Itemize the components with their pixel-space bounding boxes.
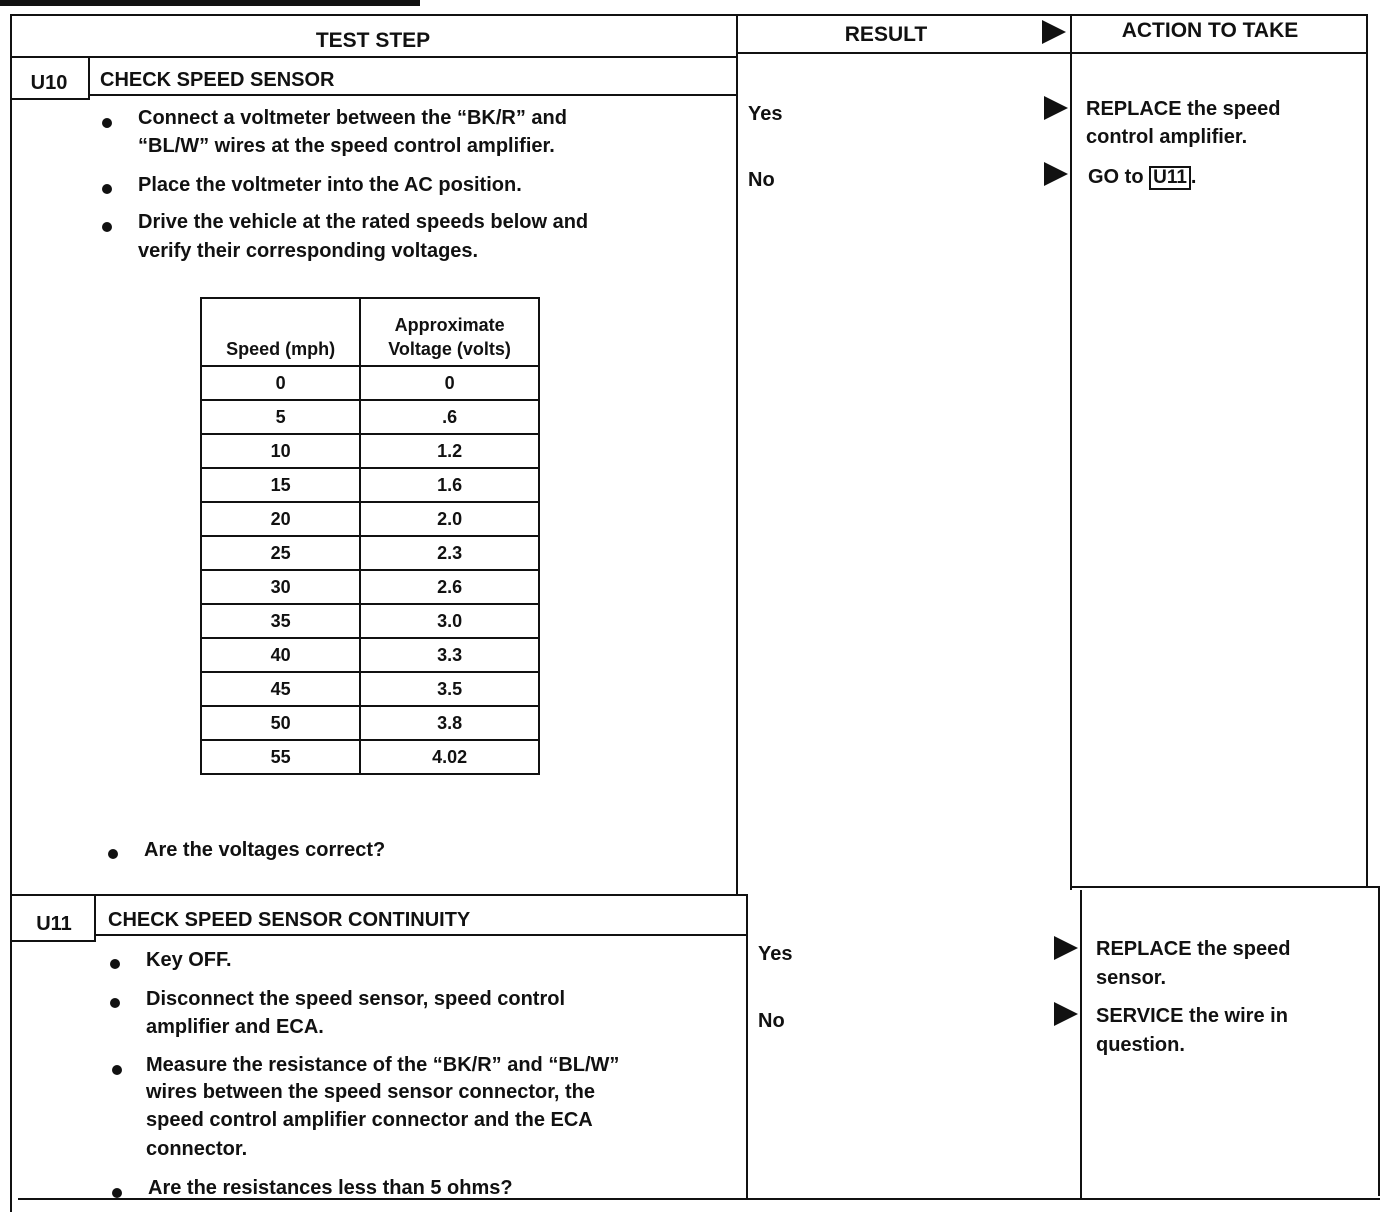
bullet-dot-icon [110, 998, 120, 1008]
u11-code-bottom [10, 940, 96, 942]
voltage-cell: 3.3 [360, 638, 539, 672]
u11-bullet-1-line-1: Key OFF. [146, 949, 232, 971]
u10-action-no [1088, 163, 1196, 192]
bullet-dot-icon [112, 1188, 122, 1198]
frame-right-upper [1366, 14, 1368, 886]
bullet-dot-icon [110, 959, 120, 969]
bullet-dot-icon [102, 222, 112, 232]
u10-code-bottom [10, 98, 90, 100]
u10-step-code: U10 [30, 72, 68, 94]
speed-cell: 35 [201, 604, 360, 638]
result-arrow-icon [1042, 20, 1066, 44]
table-row [201, 468, 539, 502]
frame-top [10, 14, 1368, 16]
section-divider-right [1070, 886, 1380, 888]
table-row [201, 366, 539, 400]
u10-result-no: No [748, 169, 775, 191]
header-result: RESULT [844, 23, 928, 46]
bullet-dot-icon [102, 184, 112, 194]
speed-voltage-table [200, 297, 540, 775]
table-row [201, 604, 539, 638]
u11-bullet-4-line-1: Are the resistances less than 5 ohms? [148, 1177, 513, 1199]
u10-action-no-prefix: GO to [1088, 166, 1150, 188]
voltage-cell: 4.02 [360, 740, 539, 774]
table-row [201, 740, 539, 774]
divider-result-u11 [746, 896, 748, 1200]
frame-right-lower [1378, 886, 1380, 1196]
header-divider-left [10, 56, 736, 58]
column-header-voltage [360, 298, 539, 366]
speed-cell: 40 [201, 638, 360, 672]
table-header-row [201, 298, 539, 366]
voltage-cell: 3.0 [360, 604, 539, 638]
u10-result-yes: Yes [748, 103, 783, 125]
header-action: ACTION TO TAKE [1121, 19, 1299, 42]
speed-cell: 55 [201, 740, 360, 774]
result-arrow-icon [1044, 96, 1068, 120]
frame-left [10, 14, 12, 1212]
u11-action-yes-line-2: sensor. [1096, 967, 1167, 989]
column-header-speed: Speed (mph) [201, 298, 360, 366]
speed-cell: 25 [201, 536, 360, 570]
column-header-voltage-line-1: Approximate [394, 315, 505, 335]
u11-action-no-line-2: question. [1096, 1034, 1185, 1056]
table-row [201, 672, 539, 706]
u10-bullet-3-line-2: verify their corresponding voltages. [138, 240, 479, 262]
voltage-cell: 0 [360, 366, 539, 400]
u11-result-no: No [758, 1010, 785, 1032]
u10-bullet-3-line-1: Drive the vehicle at the rated speeds below and [138, 211, 589, 233]
table-row [201, 434, 539, 468]
result-arrow-icon [1054, 936, 1078, 960]
speed-cell: 45 [201, 672, 360, 706]
header-test-step: TEST STEP [315, 29, 431, 52]
u10-question: Are the voltages correct? [144, 839, 386, 861]
speed-cell: 10 [201, 434, 360, 468]
column-header-voltage-line-2: Voltage (volts) [388, 339, 511, 359]
u10-step-title: CHECK SPEED SENSOR [100, 69, 335, 91]
table-row [201, 502, 539, 536]
table-row [201, 570, 539, 604]
result-arrow-icon [1044, 162, 1068, 186]
bullet-dot-icon [112, 1065, 122, 1075]
u10-bullet-1-line-1: Connect a voltmeter between the “BK/R” and [138, 107, 567, 129]
voltage-cell: 1.6 [360, 468, 539, 502]
header-divider-right [736, 52, 1368, 54]
divider-action-u11 [1080, 890, 1082, 1198]
u11-bullet-3-line-3: speed control amplifier connector and the ECA [146, 1109, 593, 1131]
divider-result-u10 [736, 14, 738, 896]
u11-step-title: CHECK SPEED SENSOR CONTINUITY [108, 909, 471, 931]
voltage-cell: 3.5 [360, 672, 539, 706]
u11-bullet-3-line-1: Measure the resistance of the “BK/R” and “BL/W” [146, 1054, 620, 1076]
u11-action-no-line-1: SERVICE the wire in [1096, 1005, 1288, 1027]
speed-cell: 0 [201, 366, 360, 400]
speed-cell: 5 [201, 400, 360, 434]
u11-reference-link[interactable]: U11 [1149, 166, 1191, 190]
u10-action-yes-line-2: control amplifier. [1086, 126, 1248, 148]
speed-cell: 50 [201, 706, 360, 740]
voltage-cell: 1.2 [360, 434, 539, 468]
u11-bullet-3-line-2: wires between the speed sensor connector, the [146, 1081, 596, 1103]
scan-edge-bar [0, 0, 420, 6]
u11-bullet-2-line-1: Disconnect the speed sensor, speed control [146, 988, 566, 1010]
u11-action-yes-line-1: REPLACE the speed [1096, 938, 1291, 960]
u10-bullet-2-line-1: Place the voltmeter into the AC position. [138, 174, 522, 196]
bullet-dot-icon [108, 849, 118, 859]
table-row [201, 638, 539, 672]
table-row [201, 400, 539, 434]
speed-cell: 20 [201, 502, 360, 536]
u11-step-code: U11 [36, 913, 72, 935]
speed-cell: 15 [201, 468, 360, 502]
voltage-cell: .6 [360, 400, 539, 434]
voltage-cell: 3.8 [360, 706, 539, 740]
u10-action-no-suffix: . [1190, 166, 1197, 188]
u11-bullet-2-line-2: amplifier and ECA. [146, 1016, 324, 1038]
table-row [201, 706, 539, 740]
table-body [201, 366, 539, 774]
voltage-cell: 2.0 [360, 502, 539, 536]
divider-action-u10 [1070, 14, 1072, 890]
bullet-dot-icon [102, 118, 112, 128]
voltage-cell: 2.3 [360, 536, 539, 570]
u11-bullet-3-line-4: connector. [146, 1138, 248, 1160]
result-arrow-icon [1054, 1002, 1078, 1026]
voltage-cell: 2.6 [360, 570, 539, 604]
u11-result-yes: Yes [758, 943, 793, 965]
section-divider-left [10, 894, 748, 896]
u10-bullet-1-line-2: “BL/W” wires at the speed control amplifier. [138, 135, 555, 157]
speed-cell: 30 [201, 570, 360, 604]
table-row [201, 536, 539, 570]
u10-action-yes-line-1: REPLACE the speed [1086, 98, 1281, 120]
